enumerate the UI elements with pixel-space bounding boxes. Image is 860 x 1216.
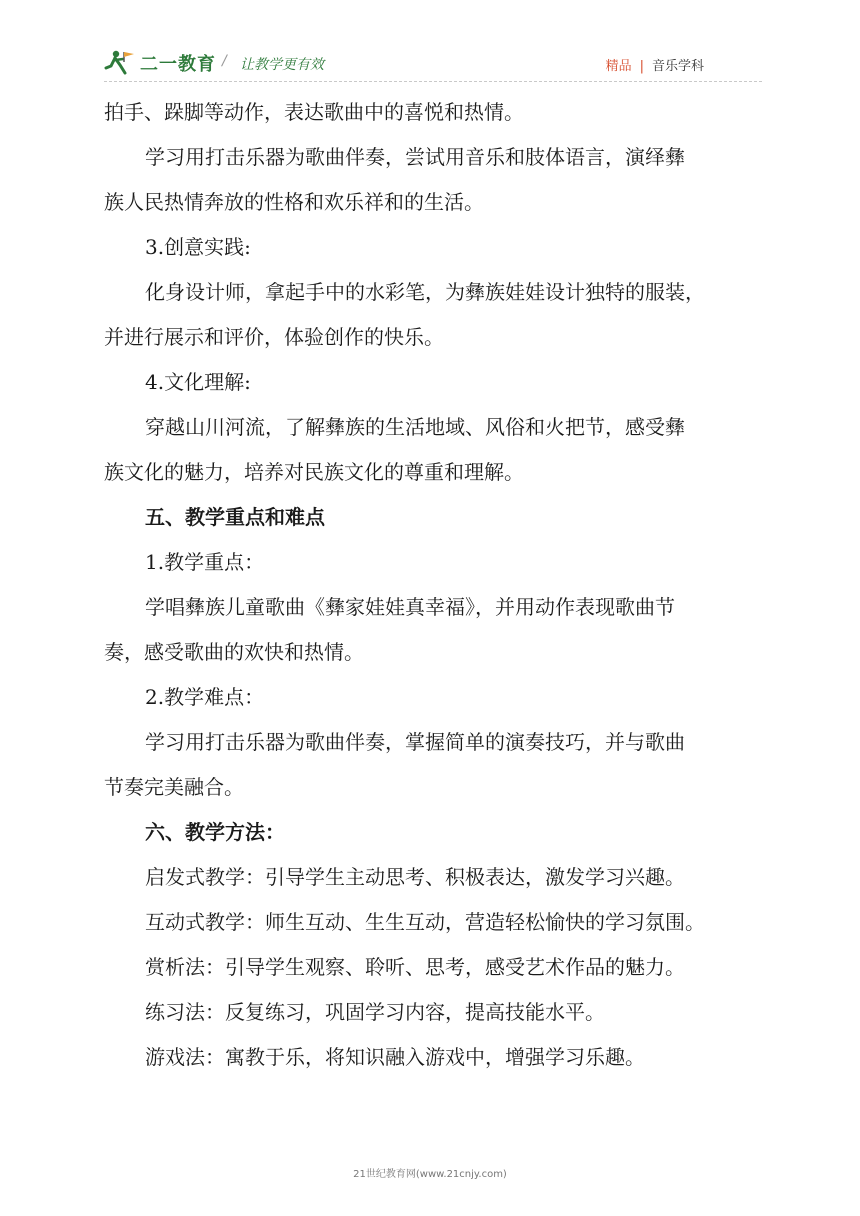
paragraph-text: 族人民热情奔放的性格和欢乐祥和的生活。 <box>104 190 484 214</box>
subheading-key-point: 1.教学重点： <box>145 550 265 574</box>
paragraph-text: 节奏完美融合。 <box>104 775 244 799</box>
paragraph-text: 并进行展示和评价，体验创作的快乐。 <box>104 325 444 349</box>
subheading-creative-practice: 3.创意实践: <box>145 235 251 259</box>
subheading-difficulty: 2.教学难点： <box>145 685 265 709</box>
document-body <box>104 90 764 1080</box>
subject-label: 音乐学科 <box>651 59 704 74</box>
paragraph-text: 奏，感受歌曲的欢快和热情。 <box>104 640 364 664</box>
brand-slogan: 让教学更有效 <box>240 57 324 73</box>
paragraph-text: 学习用打击乐器为歌曲伴奏，尝试用音乐和肢体语言，演绎彝 <box>145 145 685 169</box>
method-item: 练习法：反复练习，巩固学习内容，提高技能水平。 <box>145 1000 605 1024</box>
section-heading-methods: 六、教学方法： <box>145 820 285 844</box>
paragraph-text: 拍手、跺脚等动作，表达歌曲中的喜悦和热情。 <box>104 100 524 124</box>
method-item: 互动式教学：师生互动、生生互动，营造轻松愉快的学习氛围。 <box>145 910 705 934</box>
method-item: 游戏法：寓教于乐，将知识融入游戏中，增强学习乐趣。 <box>145 1045 645 1069</box>
header-separator: | <box>639 59 644 74</box>
method-item: 赏析法：引导学生观察、聆听、思考，感受艺术作品的魅力。 <box>145 955 685 979</box>
running-figure-flag-icon <box>104 48 138 78</box>
page-header <box>0 0 860 90</box>
subheading-cultural-understanding: 4.文化理解: <box>145 370 251 394</box>
header-category <box>606 55 704 74</box>
method-item: 启发式教学：引导学生主动思考、积极表达，激发学习兴趣。 <box>145 865 685 889</box>
header-slash: / <box>222 53 227 69</box>
header-divider <box>104 81 762 82</box>
paragraph-text: 化身设计师，拿起手中的水彩笔，为彝族娃娃设计独特的服装， <box>145 280 705 304</box>
paragraph-text: 学习用打击乐器为歌曲伴奏，掌握简单的演奏技巧，并与歌曲 <box>145 730 685 754</box>
paragraph-text: 族文化的魅力，培养对民族文化的尊重和理解。 <box>104 460 524 484</box>
paragraph-text: 穿越山川河流，了解彝族的生活地域、风俗和火把节，感受彝 <box>145 415 685 439</box>
section-heading-key-points: 五、教学重点和难点 <box>145 505 325 529</box>
brand-logo-text: 二一教育 <box>140 54 216 75</box>
paragraph-text: 学唱彝族儿童歌曲《彝家娃娃真幸福》，并用动作表现歌曲节 <box>145 595 675 619</box>
page-footer: 21世纪教育网(www.21cnjy.com) <box>353 1169 507 1180</box>
premium-label: 精品 <box>605 59 632 74</box>
